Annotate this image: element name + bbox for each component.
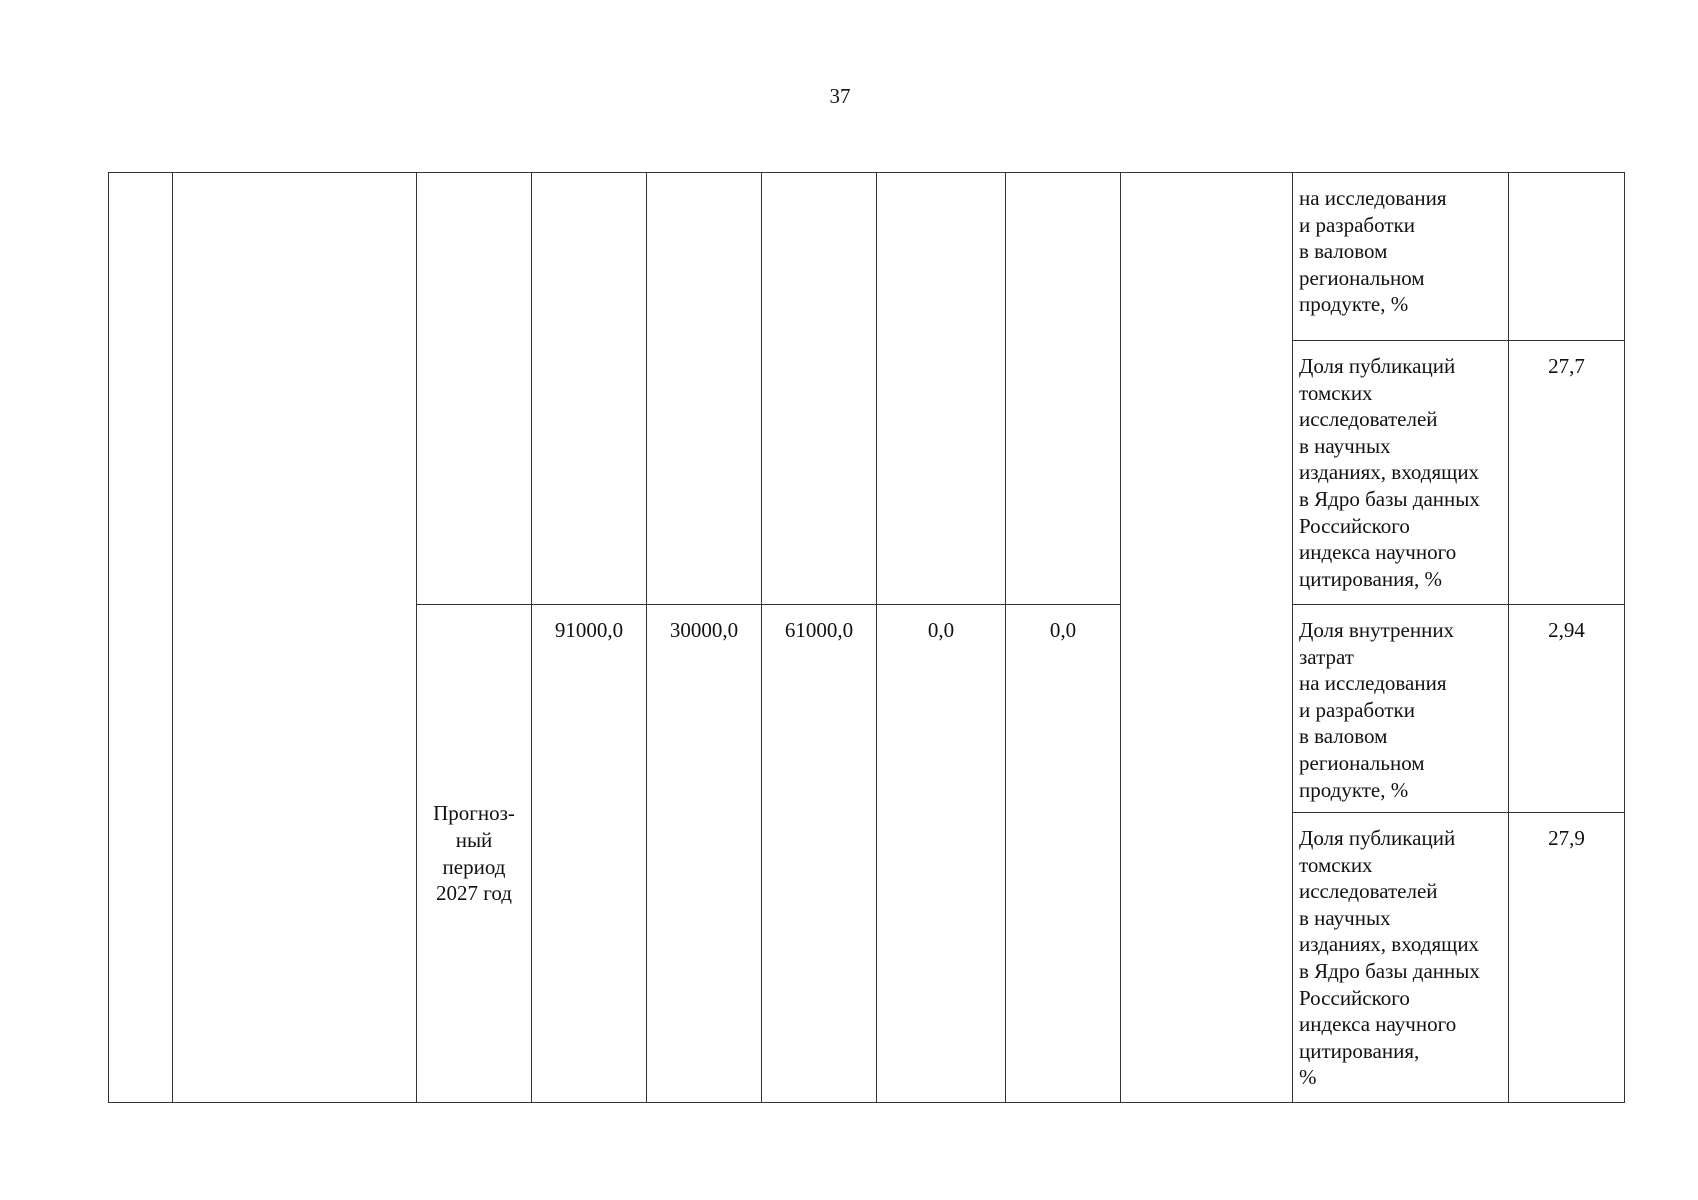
page-number: 37 <box>829 84 851 108</box>
indicator-value: 27,9 <box>1509 813 1625 1103</box>
cell-federal-prev <box>647 173 762 605</box>
indicator-name: Доля публикаций томских исследователей в научных изданиях, входящих в Ядро базы данных Российского индекса научного цитирования, % <box>1293 341 1509 605</box>
forecast-total: 91000,0 <box>532 605 647 1103</box>
indicator-name: Доля внутренних затрат на исследования и разработки в валовом региональном продукте, % <box>1293 605 1509 813</box>
forecast-regional: 61000,0 <box>762 605 877 1103</box>
cell-other-prev <box>1006 173 1121 605</box>
table-row <box>109 173 1625 341</box>
forecast-period: Прогноз- ный период 2027 год <box>417 605 532 1103</box>
cell-regional-prev <box>762 173 877 605</box>
cell-executor <box>1121 173 1293 1103</box>
forecast-local: 0,0 <box>877 605 1006 1103</box>
program-table <box>108 172 1625 1103</box>
indicator-name: Доля публикаций томских исследователей в научных изданиях, входящих в Ядро базы данных Российского индекса научного цитирования, % <box>1293 813 1509 1103</box>
cell-local-prev <box>877 173 1006 605</box>
cell-number <box>109 173 173 1103</box>
cell-total-prev <box>532 173 647 605</box>
cell-name <box>173 173 417 1103</box>
cell-period-prev <box>417 173 532 605</box>
forecast-federal: 30000,0 <box>647 605 762 1103</box>
indicator-value: 27,7 <box>1509 341 1625 605</box>
forecast-other: 0,0 <box>1006 605 1121 1103</box>
indicator-name: на исследования и разработки в валовом региональном продукте, % <box>1293 173 1509 341</box>
indicator-value: 2,94 <box>1509 605 1625 813</box>
indicator-value <box>1509 173 1625 341</box>
